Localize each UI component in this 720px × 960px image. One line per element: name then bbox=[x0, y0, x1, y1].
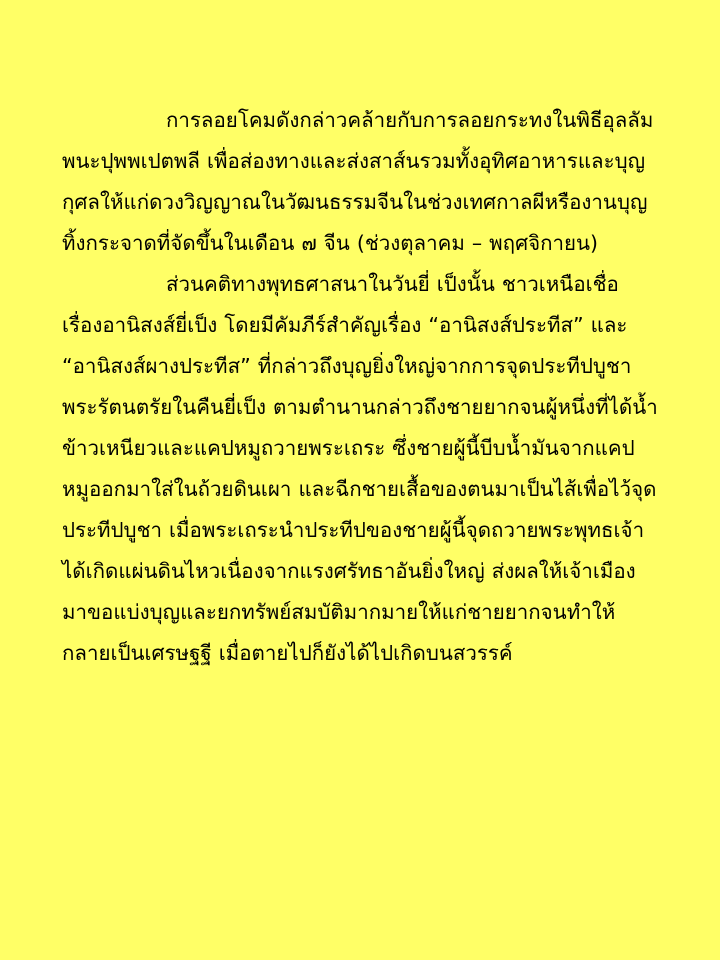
document-text-body bbox=[62, 100, 658, 674]
paragraph-2: ส่วนคติทางพุทธศาสนาในวันยี่ เป็งนั้น ชาวเหนือเชื่อเรื่องอานิสงส์ยี่เป็ง โดยมีคัมภีร์สำคัญเรื่อง “อานิสงส์ประทีส” และ “อานิสงส์ผางประทีส” ที่กล่าวถึงบุญยิ่งใหญ่จากการจุดประทีปบูชาพระรัตนตรัยในคืนยี่เป็ง ตามตำนานกล่าวถึงชายยากจนผู้หนึ่งที่ได้น้ำข้าวเหนียวและแคปหมูถวายพระเถระ ซึ่งชายผู้นี้บีบน้ำมันจากแคปหมูออกมาใส่ในถ้วยดินเผา และฉีกชายเสื้อของตนมาเป็นไส้เพื่อไว้จุดประทีปบูชา เมื่อพระเถระนำประทีปของชายผู้นี้จุดถวายพระพุทธเจ้า ได้เกิดแผ่นดินไหวเนื่องจากแรงศรัทธาอันยิ่งใหญ่ ส่งผลให้เจ้าเมืองมาขอแบ่งบุญและยกทรัพย์สมบัติมากมายให้แก่ชายยากจนทำให้กลายเป็นเศรษฐฐี เมื่อตายไปก็ยังได้ไปเกิดบนสวรรค์ bbox=[62, 272, 658, 665]
paragraph-1: การลอยโคมดังกล่าวคล้ายกับการลอยกระทงในพิธีอุลลัมพนะปุพพเปตพลี เพื่อส่องทางและส่งสาส์นรวมทั้งอุทิศอาหารและบุญกุศลให้แก่ดวงวิญญาณในวัฒนธรรมจีนในช่วงเทศกาลผีหรืองานบุญทิ้งกระจาดที่จัดขึ้นในเดือน ๗ จีน (ช่วงตุลาคม – พฤศจิกายน) bbox=[62, 108, 654, 255]
